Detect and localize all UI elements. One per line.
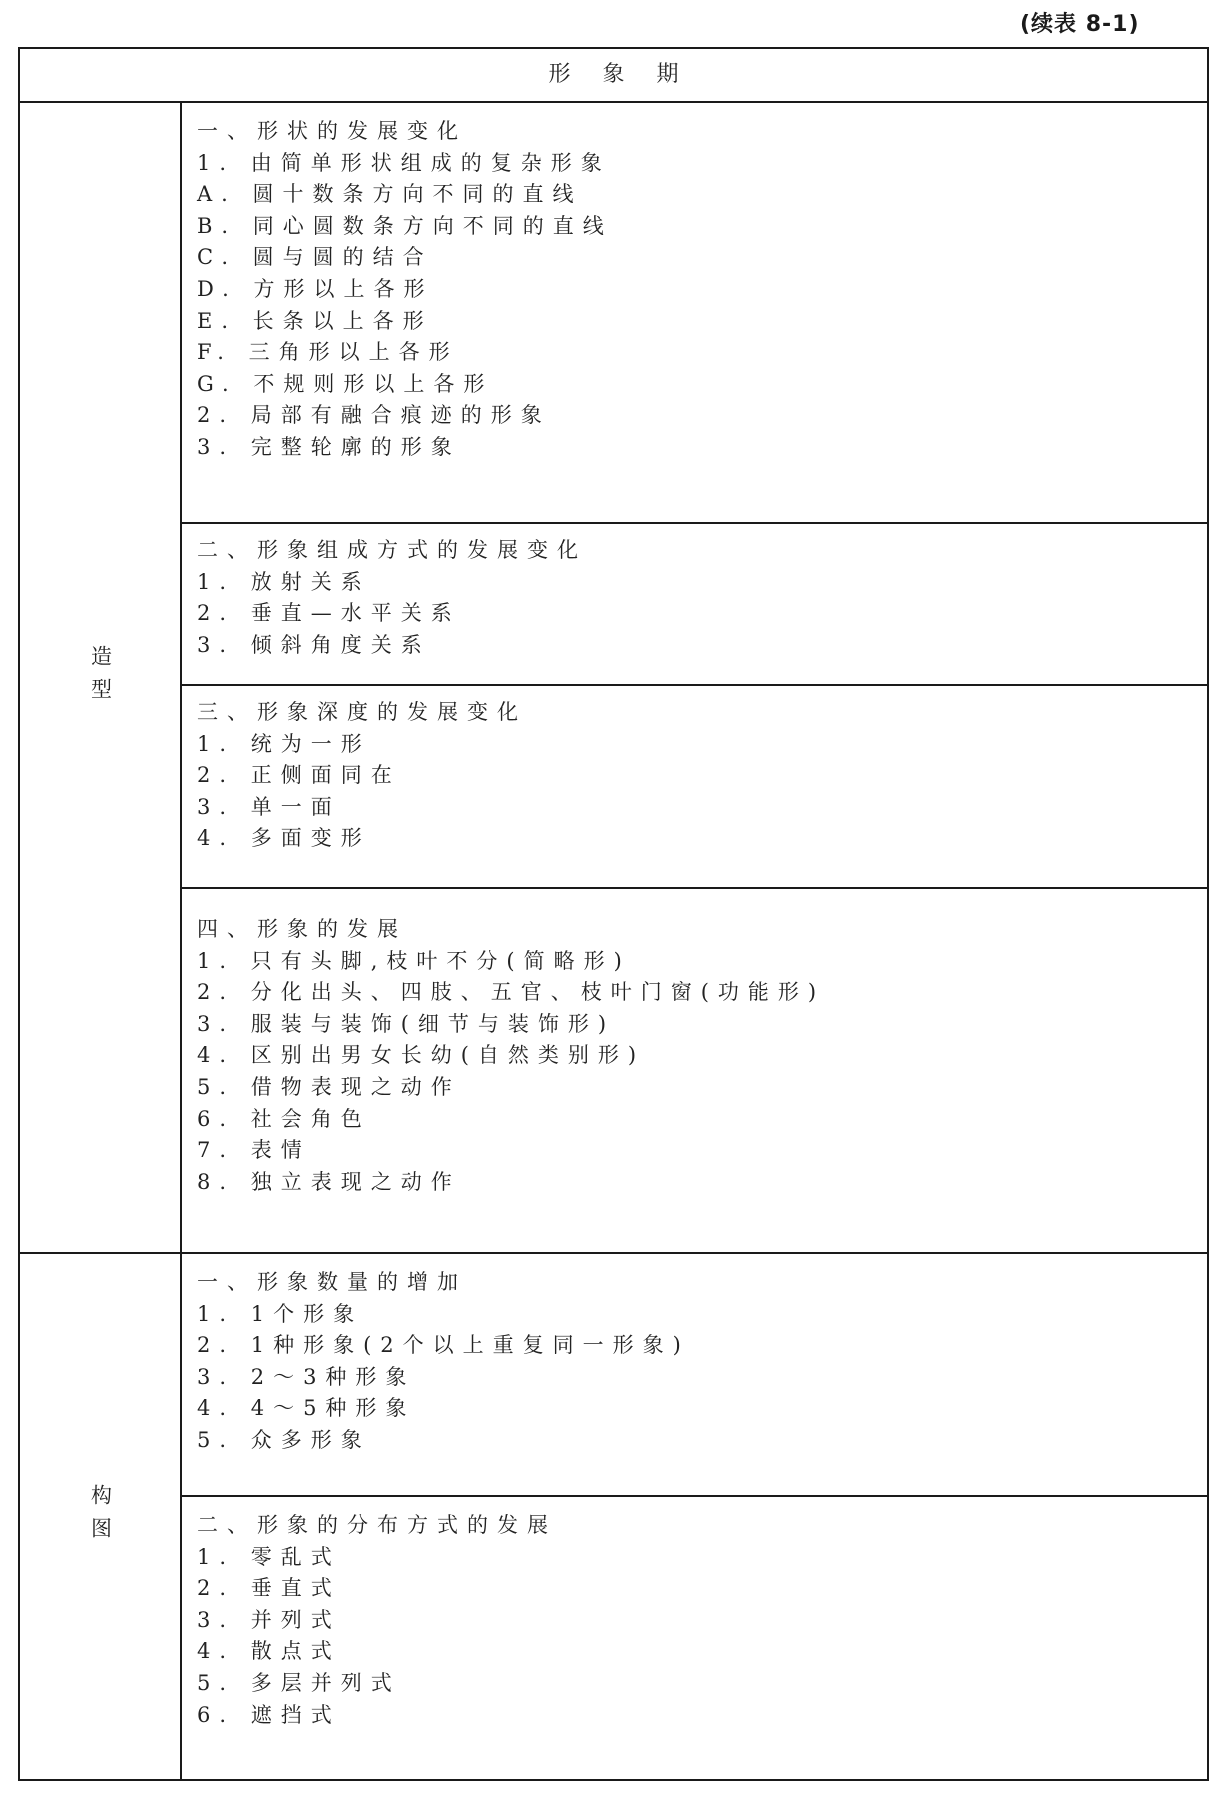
- section-title: 二、形象组成方式的发展变化: [197, 538, 587, 562]
- list-item: 5. 众多形象: [197, 1427, 371, 1452]
- category-label: 构图: [88, 1483, 113, 1550]
- list-item: A. 圆十数条方向不同的直线: [197, 182, 583, 207]
- section-composition-method: [182, 524, 1207, 686]
- section-distribution-method: [182, 1497, 1207, 1779]
- list-item: 5. 借物表现之动作: [197, 1074, 461, 1099]
- list-item: 2. 垂直—水平关系: [197, 601, 461, 626]
- list-item: 1. 统为一形: [197, 731, 371, 756]
- list-item: C. 圆与圆的结合: [197, 245, 433, 270]
- section-image-quantity: [182, 1254, 1207, 1497]
- list-item: 6. 遮挡式: [197, 1702, 341, 1727]
- table-caption: (续表 8-1): [1020, 12, 1140, 37]
- section-title: 三、形象深度的发展变化: [197, 700, 527, 724]
- list-item: F. 三角形以上各形: [197, 340, 459, 365]
- list-item: 4. 散点式: [197, 1639, 341, 1664]
- list-item: 1. 1个形象: [197, 1301, 364, 1326]
- list-item: 2. 正侧面同在: [197, 763, 401, 788]
- list-item: 4. 4～5种形象: [197, 1396, 416, 1421]
- section-title: 一、形状的发展变化: [197, 119, 467, 143]
- section-title: 二、形象的分布方式的发展: [197, 1513, 557, 1537]
- list-item: 3. 服装与装饰(细节与装饰形): [197, 1011, 616, 1036]
- list-item: 6. 社会角色: [197, 1106, 371, 1131]
- list-item: 5. 多层并列式: [197, 1670, 401, 1695]
- section-depth-development: [182, 686, 1207, 889]
- list-item: 3. 并列式: [197, 1607, 341, 1632]
- list-item: 1. 零乱式: [197, 1544, 341, 1569]
- section-title: 一、形象数量的增加: [197, 1270, 467, 1294]
- section-image-development: [182, 889, 1207, 1254]
- list-item: 1. 只有头脚,枝叶不分(简略形): [197, 948, 631, 973]
- list-item: 3. 完整轮廓的形象: [197, 434, 461, 459]
- list-item: 4. 多面变形: [197, 826, 371, 851]
- list-item: 7. 表情: [197, 1138, 311, 1163]
- category-modeling: [20, 103, 182, 1254]
- list-item: 2. 垂直式: [197, 1576, 341, 1601]
- list-item: 3. 2～3种形象: [197, 1364, 416, 1389]
- category-label: 造型: [88, 644, 113, 711]
- list-item: 2. 分化出头、四肢、五官、枝叶门窗(功能形): [197, 980, 826, 1005]
- list-item: E. 长条以上各形: [197, 308, 433, 333]
- list-item: B. 同心圆数条方向不同的直线: [197, 213, 613, 238]
- list-item: 1. 放射关系: [197, 569, 371, 594]
- list-item: 3. 单一面: [197, 794, 341, 819]
- development-table: [18, 47, 1209, 1781]
- category-composition: [20, 1254, 182, 1779]
- list-item: 3. 倾斜角度关系: [197, 632, 431, 657]
- list-item: D. 方形以上各形: [197, 276, 434, 301]
- list-item: 2. 1种形象(2个以上重复同一形象): [197, 1333, 690, 1358]
- section-title: 四、形象的发展: [197, 917, 407, 941]
- list-item: 8. 独立表现之动作: [197, 1169, 461, 1194]
- list-item: 2. 局部有融合痕迹的形象: [197, 403, 551, 428]
- list-item: G. 不规则形以上各形: [197, 371, 494, 396]
- table-header-period: 形象期: [20, 49, 1207, 103]
- list-item: 1. 由简单形状组成的复杂形象: [197, 150, 611, 175]
- list-item: 4. 区别出男女长幼(自然类别形): [197, 1043, 646, 1068]
- section-shape-development: [182, 103, 1207, 524]
